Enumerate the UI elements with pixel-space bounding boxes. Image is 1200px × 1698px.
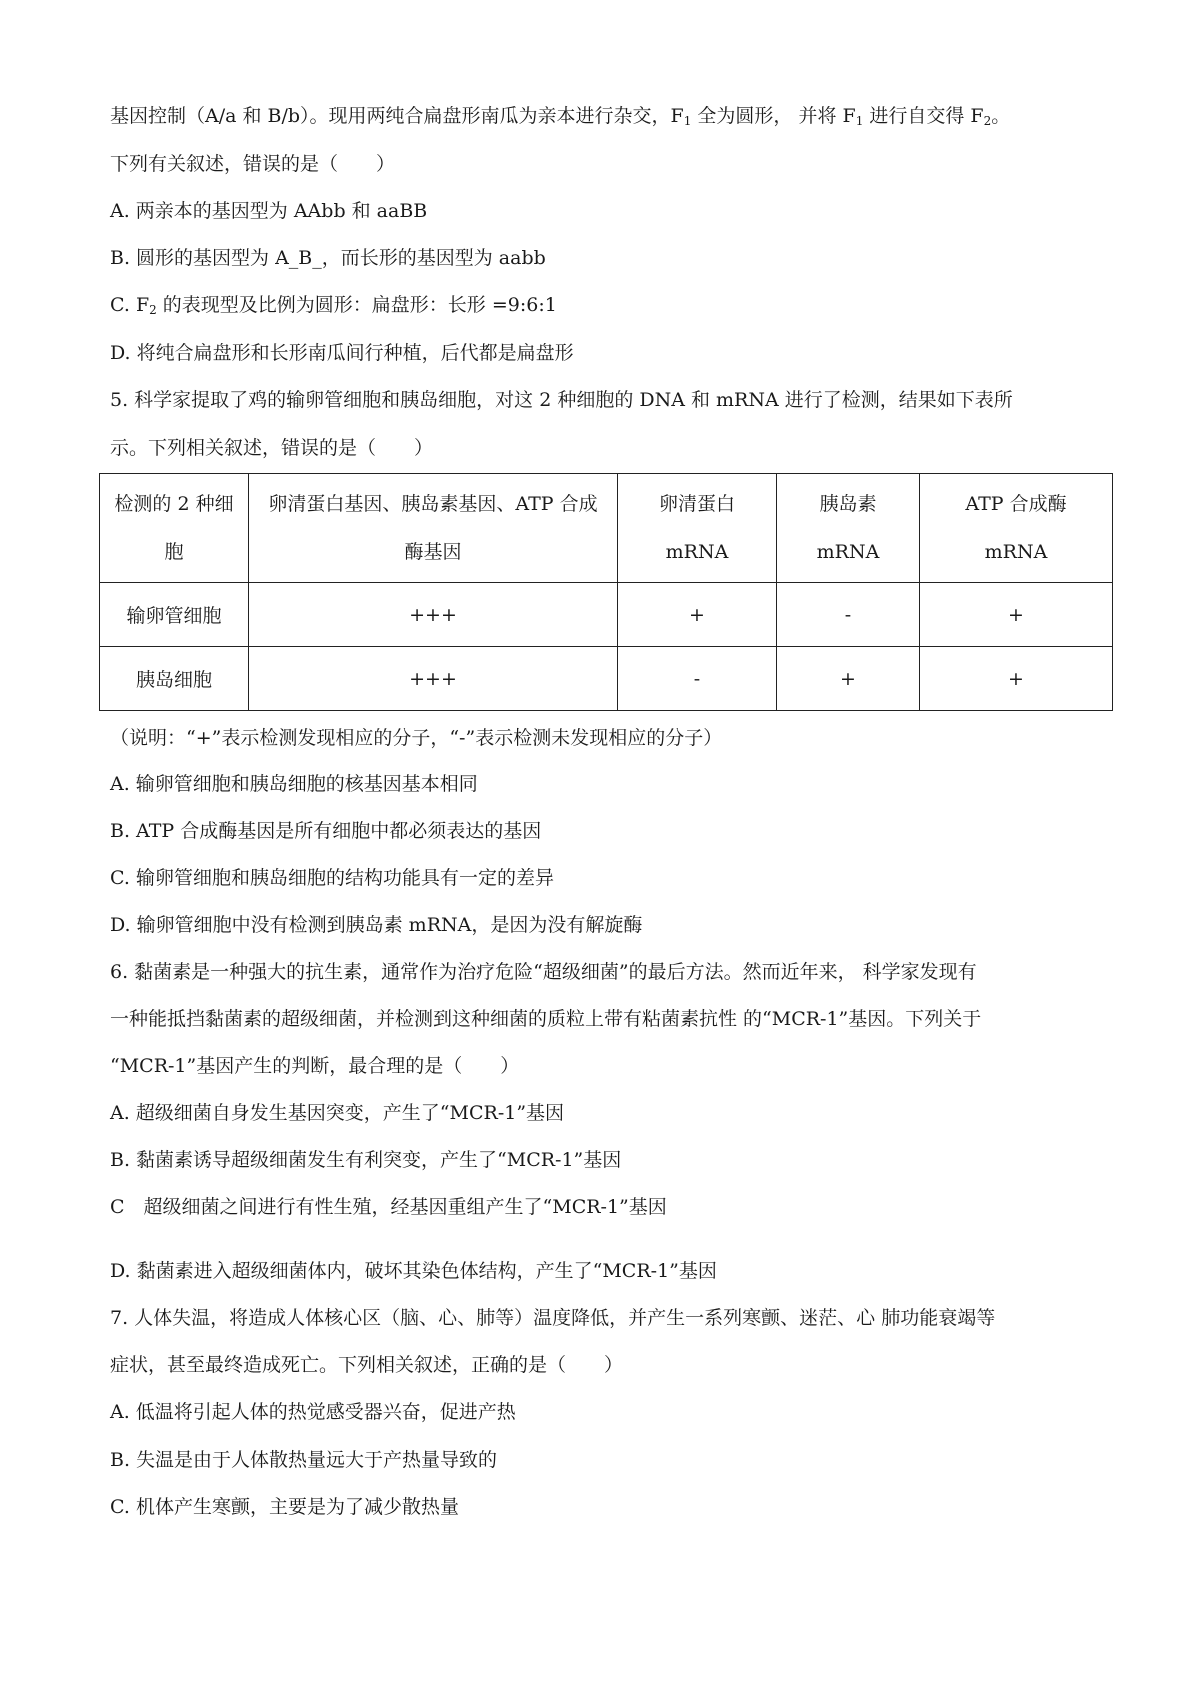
q6-option-c: C 超级细菌之间进行有性生殖，经基因重组产生了“MCR-1”基因 xyxy=(110,1196,667,1218)
q4-stem-text-a: 基因控制（A/a 和 B/b）。现用两纯合扁盘形南瓜为亲本进行杂交，F xyxy=(110,105,684,127)
table-header-cell xyxy=(777,474,920,583)
table-cell: + xyxy=(920,647,1113,711)
header-text: mRNA xyxy=(984,541,1048,563)
table-cell: +++ xyxy=(249,583,618,647)
header-text: 酶基因 xyxy=(404,541,462,563)
table-cell: + xyxy=(777,647,920,711)
q5-table-note: （说明：“+”表示检测发现相应的分子，“-”表示检测未发现相应的分子） xyxy=(110,727,723,749)
table-cell: 胰岛细胞 xyxy=(100,647,249,711)
q4-stem-line2: 下列有关叙述，错误的是（ ） xyxy=(110,153,396,175)
q4-option-d: D. 将纯合扁盘形和长形南瓜间行种植，后代都是扁盘形 xyxy=(110,342,574,364)
table-cell: + xyxy=(920,583,1113,647)
q6-stem-line2: 一种能抵挡黏菌素的超级细菌，并检测到这种细菌的质粒上带有粘菌素抗性 的“MCR-1”基因。下列关于 xyxy=(110,1008,982,1030)
header-text: 卵清蛋白基因、胰岛素基因、ATP 合成 xyxy=(268,493,598,515)
header-text: 卵清蛋白 xyxy=(658,493,735,515)
q4-option-c xyxy=(110,292,557,318)
q4-option-a: A. 两亲本的基因型为 AAbb 和 aaBB xyxy=(110,200,428,222)
table-header-cell xyxy=(618,474,777,583)
table-cell: + xyxy=(618,583,777,647)
subscript-1: 1 xyxy=(855,114,864,128)
q5-detection-table xyxy=(99,473,1113,711)
table-cell: 输卵管细胞 xyxy=(100,583,249,647)
q7-stem-line1: 7. 人体失温，将造成人体核心区（脑、心、肺等）温度降低，并产生一系列寒颤、迷茫、心 肺功能衰竭等 xyxy=(110,1307,996,1329)
q7-option-b: B. 失温是由于人体散热量远大于产热量导致的 xyxy=(110,1449,498,1471)
subscript-2: 2 xyxy=(983,114,992,128)
q4-stem-text-b: 全为圆形， 并将 F xyxy=(691,105,856,127)
q4-stem-text-d: 。 xyxy=(991,105,1011,127)
header-text: 胰岛素 xyxy=(819,493,877,515)
q4-option-c-text-a: C. F xyxy=(110,294,150,316)
q6-option-b: B. 黏菌素诱导超级细菌发生有利突变，产生了“MCR-1”基因 xyxy=(110,1149,622,1171)
q6-stem-line1: 6. 黏菌素是一种强大的抗生素，通常作为治疗危险“超级细菌”的最后方法。然而近年来， 科学家发现有 xyxy=(110,961,977,983)
table-cell: +++ xyxy=(249,647,618,711)
header-text: ATP 合成酶 xyxy=(965,493,1067,515)
table-cell: - xyxy=(618,647,777,711)
table-header-cell xyxy=(100,474,249,583)
q7-option-a: A. 低温将引起人体的热觉感受器兴奋，促进产热 xyxy=(110,1401,516,1423)
table-header-cell xyxy=(249,474,618,583)
header-text: mRNA xyxy=(816,541,880,563)
table-row xyxy=(100,647,1113,711)
q6-stem-line3: “MCR-1”基因产生的判断，最合理的是（ ） xyxy=(110,1055,520,1077)
header-text: 检测的 2 种细 xyxy=(114,493,234,515)
q4-stem-text-c: 进行自交得 F xyxy=(863,105,984,127)
q4-option-c-text-b: 的表现型及比例为圆形：扁盘形：长形 =9:6:1 xyxy=(156,294,557,316)
q7-option-c: C. 机体产生寒颤，主要是为了减少散热量 xyxy=(110,1496,459,1518)
q4-option-b: B. 圆形的基因型为 A_B_，而长形的基因型为 aabb xyxy=(110,247,546,269)
q5-stem-line2: 示。下列相关叙述，错误的是（ ） xyxy=(110,437,434,459)
table-header-row xyxy=(100,474,1113,583)
q7-stem-line2: 症状，甚至最终造成死亡。下列相关叙述，正确的是（ ） xyxy=(110,1354,624,1376)
subscript-1: 1 xyxy=(683,114,692,128)
table-row xyxy=(100,583,1113,647)
q5-option-d: D. 输卵管细胞中没有检测到胰岛素 mRNA，是因为没有解旋酶 xyxy=(110,914,643,936)
q5-stem-line1: 5. 科学家提取了鸡的输卵管细胞和胰岛细胞，对这 2 种细胞的 DNA 和 mRNA 进行了检测，结果如下表所 xyxy=(110,389,1013,411)
q6-option-d: D. 黏菌素进入超级细菌体内，破坏其染色体结构，产生了“MCR-1”基因 xyxy=(110,1260,717,1282)
q5-option-c: C. 输卵管细胞和胰岛细胞的结构功能具有一定的差异 xyxy=(110,867,554,889)
table-header-cell xyxy=(920,474,1113,583)
header-text: 胞 xyxy=(164,541,184,563)
header-text: mRNA xyxy=(665,541,729,563)
q5-option-b: B. ATP 合成酶基因是所有细胞中都必须表达的基因 xyxy=(110,820,542,842)
subscript-2: 2 xyxy=(149,303,157,317)
q5-option-a: A. 输卵管细胞和胰岛细胞的核基因基本相同 xyxy=(110,773,478,795)
q4-stem-line1 xyxy=(110,103,1010,129)
table-cell: - xyxy=(777,583,920,647)
q6-option-a: A. 超级细菌自身发生基因突变，产生了“MCR-1”基因 xyxy=(110,1102,565,1124)
